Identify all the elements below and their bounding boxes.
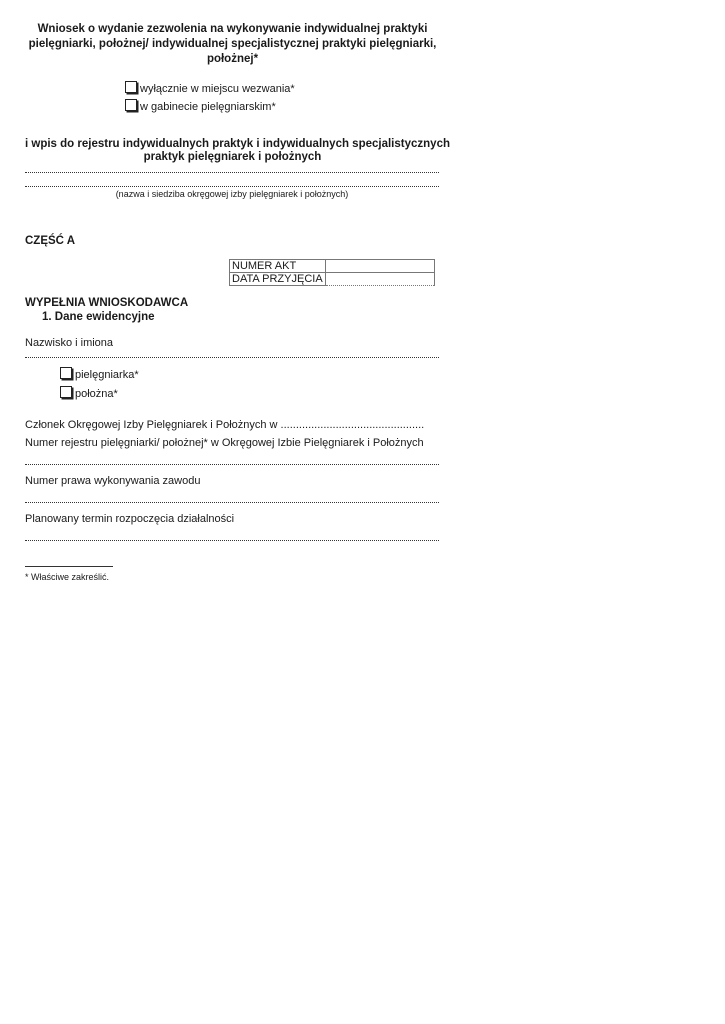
chamber-caption: (nazwa i siedziba okręgowej izby pielęgniarek i położnych): [115, 189, 349, 199]
option-call-location[interactable]: [125, 81, 295, 95]
acceptance-date-label: DATA PRZYJĘCIA: [230, 273, 326, 286]
license-number-input[interactable]: [25, 502, 439, 503]
footnote-divider: [25, 566, 113, 567]
file-number-label: NUMER AKT: [230, 260, 326, 273]
checkbox-icon[interactable]: [60, 367, 72, 379]
form-title-line-2: pielęgniarki, położnej/ indywidualnej specjalistycznej praktyki pielęgniarki,: [28, 38, 437, 50]
registry-number-input[interactable]: [25, 464, 439, 465]
name-input[interactable]: [25, 357, 439, 358]
chamber-member-label: Członek Okręgowej Izby Pielęgniarek i Położnych w ...............................................: [25, 419, 425, 431]
subsection-heading: 1. Dane ewidencyjne: [42, 311, 155, 323]
table-row: [230, 260, 435, 273]
section-title: CZĘŚĆ A: [25, 235, 76, 247]
checkbox-icon[interactable]: [125, 81, 137, 93]
option-label: wyłącznie w miejscu wezwania*: [140, 83, 295, 95]
registry-number-label: Numer rejestru pielęgniarki/ położnej* w Okręgowej Izbie Pielęgniarek i Położnych: [25, 437, 424, 449]
checkbox-icon[interactable]: [60, 386, 72, 398]
start-date-label: Planowany termin rozpoczęcia działalności: [25, 513, 235, 525]
start-date-input[interactable]: [25, 540, 439, 541]
license-number-label: Numer prawa wykonywania zawodu: [25, 475, 201, 487]
office-use-table: [229, 259, 435, 286]
chamber-name-field-2[interactable]: [25, 186, 439, 187]
chamber-name-field-1[interactable]: [25, 172, 439, 173]
register-line-2: praktyk pielęgniarek i położnych: [143, 151, 322, 163]
form-title-line-1: Wniosek o wydanie zezwolenia na wykonywanie indywidualnej praktyki: [37, 23, 428, 35]
file-number-value[interactable]: [326, 260, 435, 273]
option-label: położna*: [75, 388, 118, 400]
form-title-line-3: położnej*: [206, 53, 259, 65]
table-row: [230, 273, 435, 286]
option-label: w gabinecie pielęgniarskim*: [140, 101, 276, 113]
filled-by-heading: WYPEŁNIA WNIOSKODAWCA: [25, 297, 189, 309]
option-nurse[interactable]: [60, 367, 139, 381]
checkbox-icon[interactable]: [125, 99, 137, 111]
option-midwife[interactable]: [60, 386, 118, 400]
name-label: Nazwisko i imiona: [25, 337, 114, 349]
option-label: pielęgniarka*: [75, 369, 139, 381]
register-line-1: i wpis do rejestru indywidualnych praktyk i indywidualnych specjalistycznych: [25, 138, 450, 150]
footnote: * Właściwe zakreślić.: [25, 572, 110, 582]
acceptance-date-value[interactable]: [326, 273, 435, 286]
option-nursing-office[interactable]: [125, 99, 276, 113]
